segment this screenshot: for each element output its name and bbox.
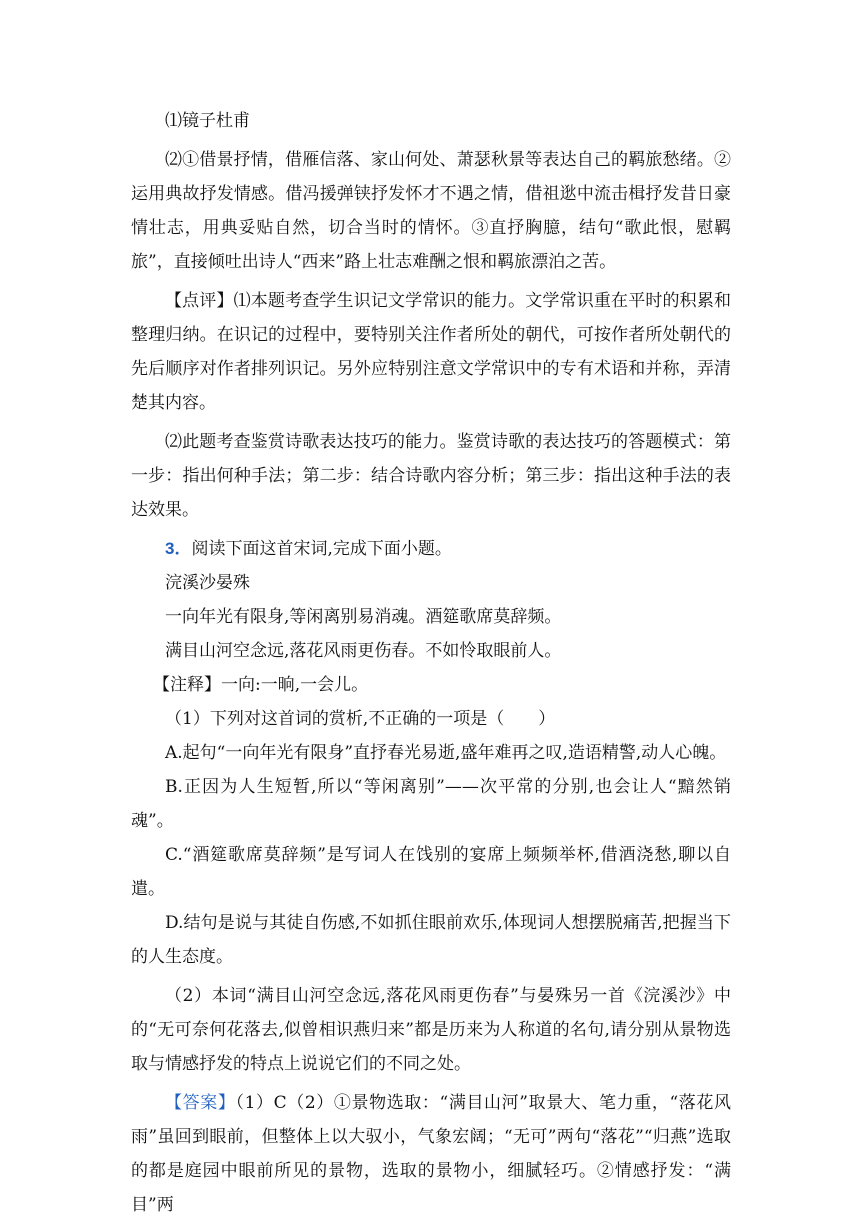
comment-paragraph	[131, 284, 731, 420]
subquestion-1: （1）下列对这首词的赏析,不正确的一项是（ ）	[165, 709, 556, 729]
question-3-text: 阅读下面这首宋词,完成下面小题。	[191, 539, 452, 559]
option-d: D.结句是说与其徒自伤感,不如抓住眼前欢乐,体现词人想摆脱痛苦,把握当下的人生态度。	[131, 913, 731, 967]
answer-label: 【答案】	[165, 1093, 236, 1113]
poem-line-1: 一向年光有限身,等闲离别易消魂。酒筵歌席莫辞频。	[165, 607, 562, 627]
poem-line-2: 满目山河空念远,落花风雨更伤春。不如怜取眼前人。	[165, 641, 562, 661]
question-3-heading	[131, 532, 731, 566]
answer-part-1: ⑴镜子杜甫	[165, 111, 250, 131]
option-a: A.起句“一向年光有限身”直抒春光易逝,盛年难再之叹,造语精警,动人心魄。	[165, 743, 727, 763]
poem-note: 【注释】一向:一晌,一会儿。	[153, 675, 369, 695]
answer-paragraph	[131, 1086, 731, 1222]
document-body	[131, 104, 731, 1227]
comment-part-2: ⑵此题考查鉴赏诗歌表达技巧的能力。鉴赏诗歌的表达技巧的答题模式：第一步：指出何种手法；第二步：结合诗歌内容分析；第三步：指出这种手法的表达效果。	[131, 432, 731, 520]
question-number: 3．	[165, 539, 192, 558]
answer-part-2: ⑵①借景抒情，借雁信落、家山何处、萧瑟秋景等表达自己的羁旅愁绪。②运用典故抒发情感。借冯援弹铗抒发怀才不遇之情，借祖逖中流击楫抒发昔日豪情壮志，用典妥贴自然，切合当时的情怀。③直抒胸臆，结句“歌此恨，慰羁旅”，直接倾吐出诗人“西来”路上壮志难酬之恨和羁旅漂泊之苦。	[131, 150, 731, 272]
comment-label: 【点评】	[165, 291, 234, 311]
poem-title: 浣溪沙晏殊	[165, 573, 250, 593]
option-c: C.“酒筵歌席莫辞频”是写词人在饯别的宴席上频频举杯,借酒浇愁,聊以自遣。	[131, 845, 731, 899]
subquestion-2: （2）本词“满目山河空念远,落花风雨更伤春”与晏殊另一首《浣溪沙》中的“无可奈何花落去,似曾相识燕归来”都是历来为人称道的名句,请分别从景物选取与情感抒发的特点上说说它们的不同之处。	[131, 986, 731, 1074]
comment-text: ⑴本题考查学生识记文学常识的能力。文学常识重在平时的积累和整理归纳。在识记的过程中，要特别关注作者所处的朝代，可按作者所处朝代的先后顺序对作者排列识记。另外应特别注意文学常识中的专有术语和并称，弄清楚其内容。	[131, 291, 731, 413]
option-b: B.正因为人生短暂,所以“等闲离别”——次平常的分别,也会让人“黯然销魂”。	[131, 777, 731, 831]
answer-text: （1）C（2）①景物选取：“满目山河”取景大、笔力重，“落花风雨”虽回到眼前，但整体上以大驭小，气象宏阔；“无可”两句“落花”“归燕”选取的都是庭园中眼前所见的景物，选取的景物小，细腻轻巧。②情感抒发：“满目”两	[131, 1093, 732, 1215]
